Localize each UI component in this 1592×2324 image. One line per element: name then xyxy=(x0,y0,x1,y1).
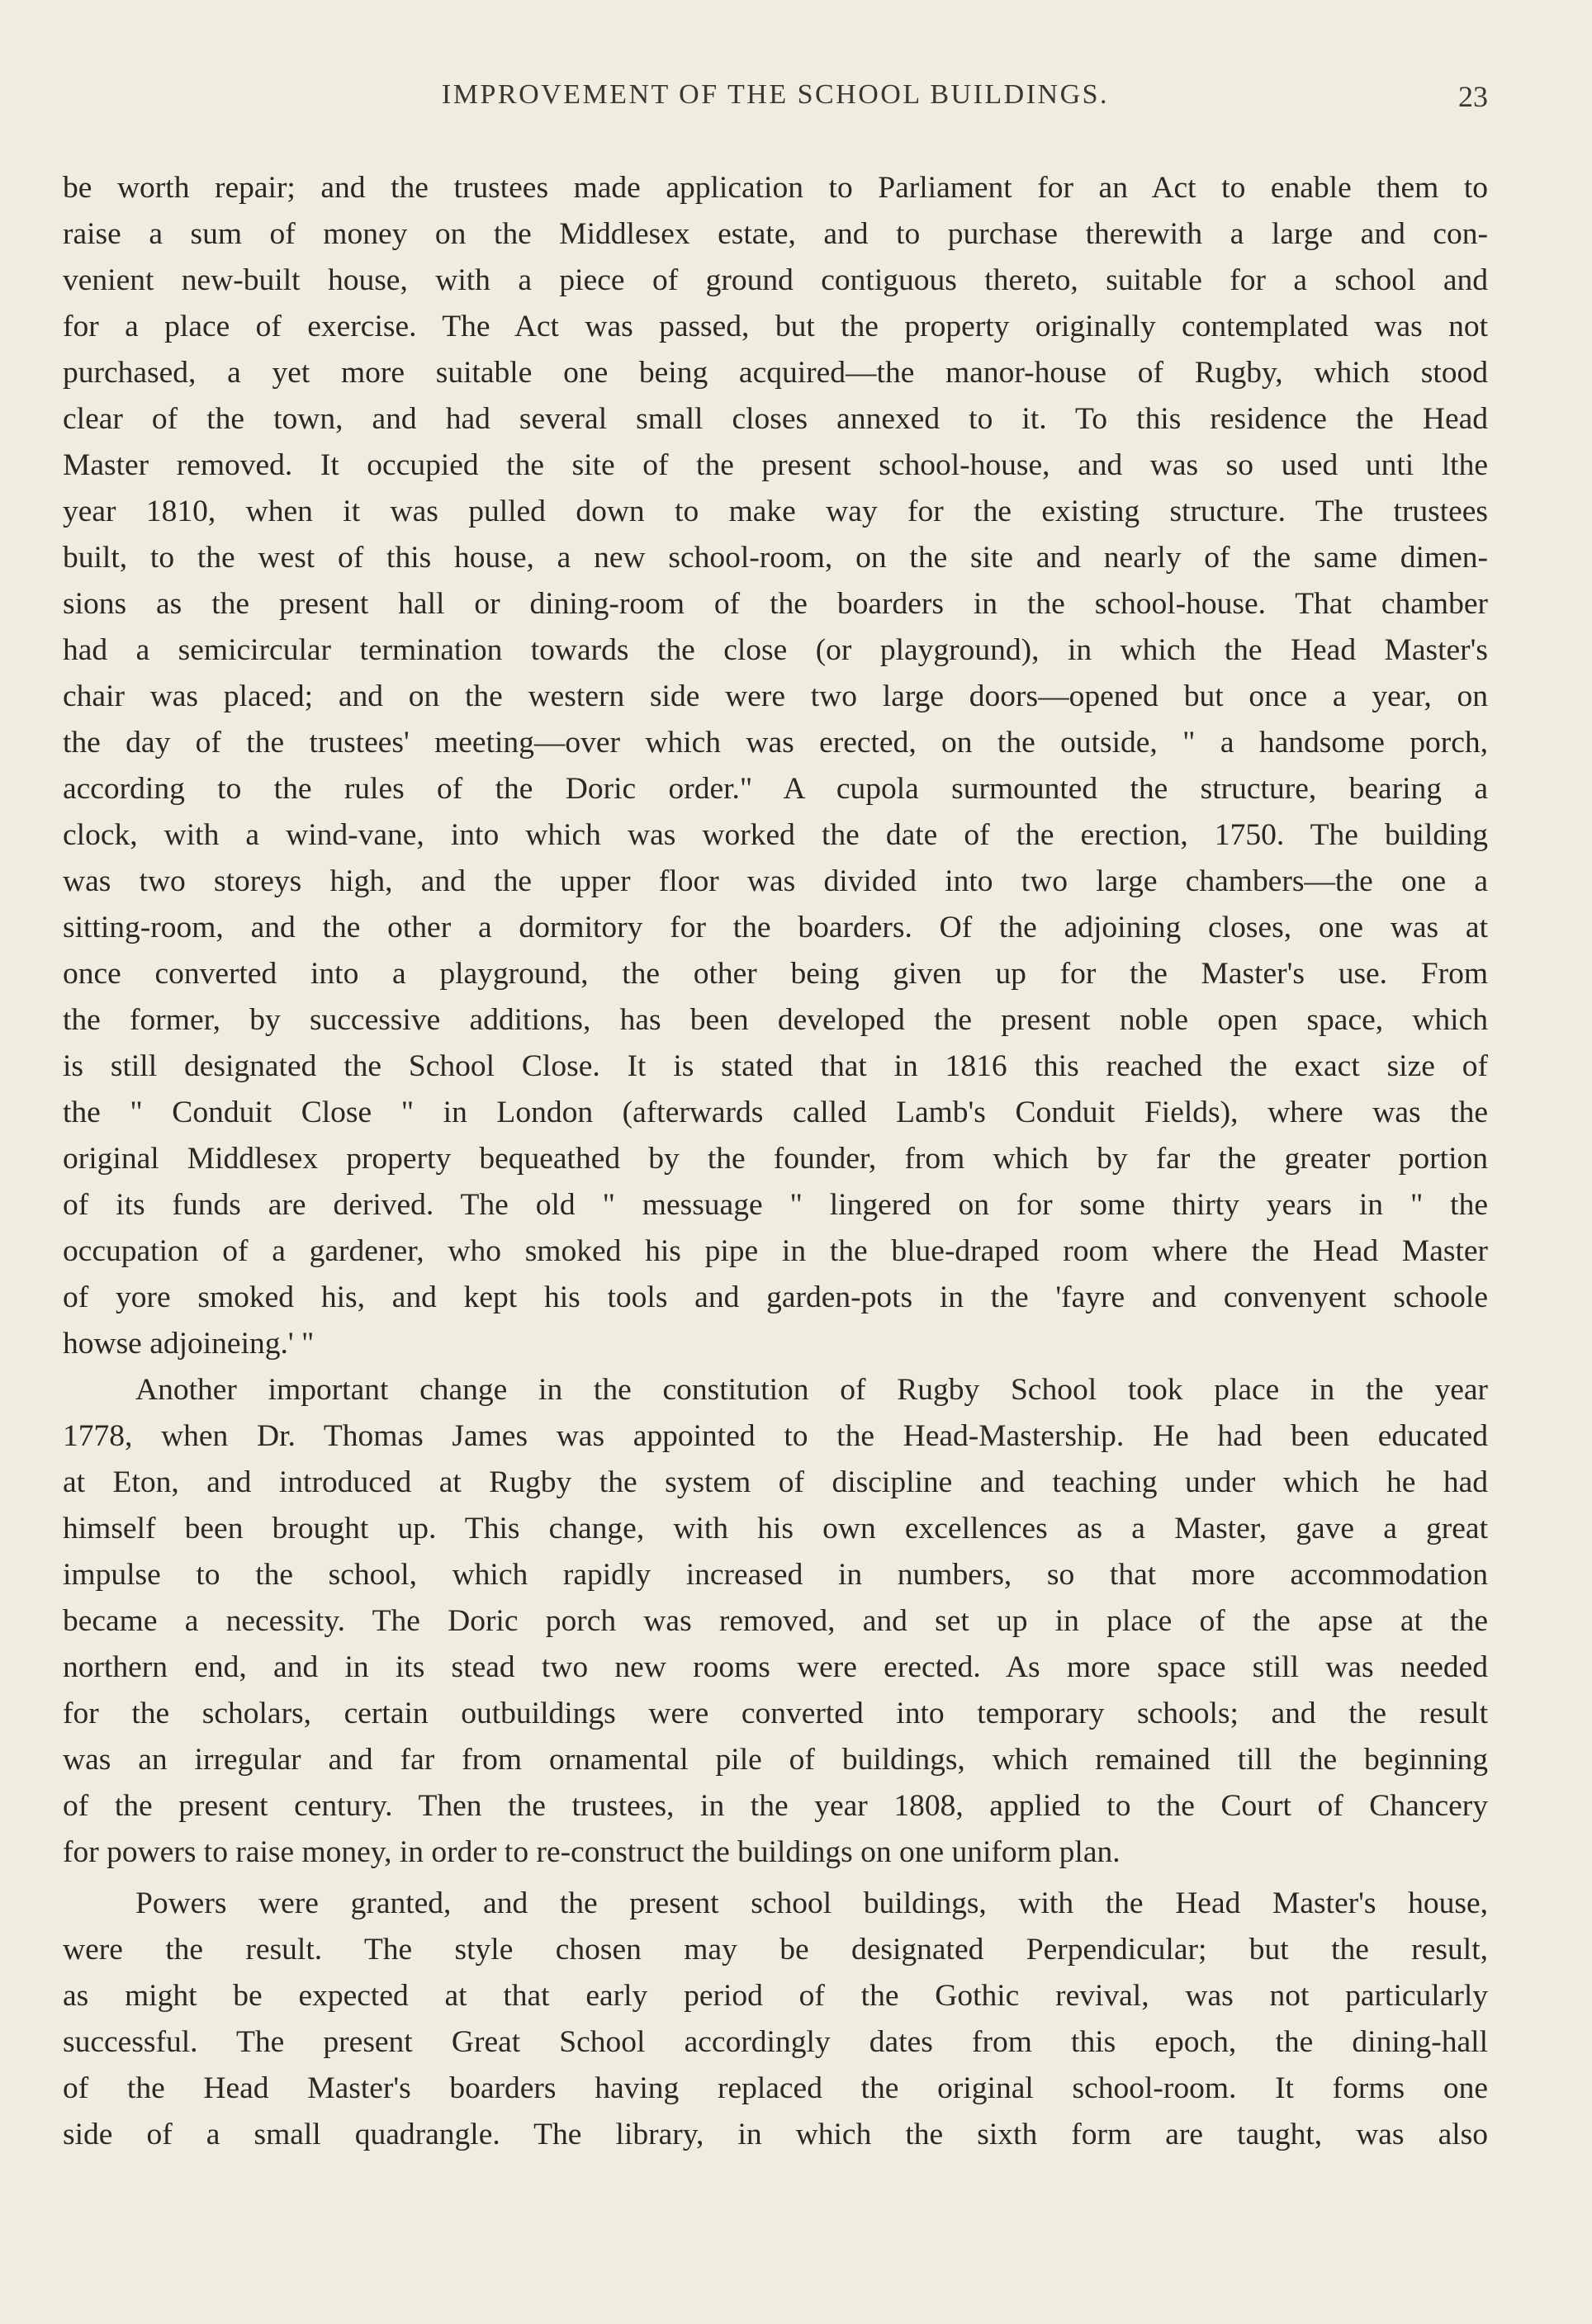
text-line: howse adjoineing.' " xyxy=(63,1327,315,1361)
text-line: sions as the present hall or dining-room of the boarders in the school-house. That chamber xyxy=(63,587,1488,621)
text-line: was an irregular and far from ornamental pile of buildings, which remained till the beginning xyxy=(63,1743,1488,1777)
text-line: of its funds are derived. The old " messuage " lingered on for some thirty years in " the xyxy=(63,1188,1488,1222)
text-line: year 1810, when it was pulled down to make way for the existing structure. The trustees xyxy=(63,495,1488,528)
text-line: for the scholars, certain outbuildings were converted into temporary schools; and the result xyxy=(63,1697,1488,1730)
text-line: Another important change in the constitution of Rugby School took place in the year xyxy=(135,1373,1488,1407)
text-line: were the result. The style chosen may be designated Perpendicular; but the result, xyxy=(63,1933,1488,1967)
text-line: clock, with a wind-vane, into which was worked the date of the erection, 1750. The building xyxy=(63,818,1488,852)
text-line: successful. The present Great School accordingly dates from this epoch, the dining-hall xyxy=(63,2025,1488,2059)
text-line: himself been brought up. This change, with his own excellences as a Master, gave a great xyxy=(63,1512,1488,1545)
text-line: the former, by successive additions, has been developed the present noble open space, which xyxy=(63,1003,1488,1037)
text-line: sitting-room, and the other a dormitory for the boarders. Of the adjoining closes, one was at xyxy=(63,911,1488,944)
text-line: of the present century. Then the trustees, in the year 1808, applied to the Court of Chancery xyxy=(63,1789,1488,1823)
text-line: northern end, and in its stead two new rooms were erected. As more space still was needed xyxy=(63,1650,1488,1684)
text-line: chair was placed; and on the western side were two large doors—opened but once a year, on xyxy=(63,679,1488,713)
body-text xyxy=(63,165,1488,2270)
text-line: purchased, a yet more suitable one being acquired—the manor-house of Rugby, which stood xyxy=(63,356,1488,390)
text-line: of the Head Master's boarders having replaced the original school-room. It forms one xyxy=(63,2071,1488,2105)
text-line: at Eton, and introduced at Rugby the system of discipline and teaching under which he had xyxy=(63,1465,1488,1499)
text-line: was two storeys high, and the upper floor was divided into two large chambers—the one a xyxy=(63,864,1488,898)
text-line: for powers to raise money, in order to re-construct the buildings on one uniform plan. xyxy=(63,1835,1121,1869)
text-line: original Middlesex property bequeathed by the founder, from which by far the greater portion xyxy=(63,1142,1488,1176)
text-line: built, to the west of this house, a new school-room, on the site and nearly of the same dimen- xyxy=(63,541,1488,575)
text-line: the day of the trustees' meeting—over which was erected, on the outside, " a handsome porch, xyxy=(63,726,1488,760)
text-line: once converted into a playground, the other being given up for the Master's use. From xyxy=(63,957,1488,991)
text-line: side of a small quadrangle. The library, in which the sixth form are taught, was also xyxy=(63,2118,1488,2151)
text-line: impulse to the school, which rapidly increased in numbers, so that more accommodation xyxy=(63,1558,1488,1592)
running-title: IMPROVEMENT OF THE SCHOOL BUILDINGS. xyxy=(441,79,1110,110)
text-line: raise a sum of money on the Middlesex estate, and to purchase therewith a large and con- xyxy=(63,217,1488,251)
text-line: the " Conduit Close " in London (afterwards called Lamb's Conduit Fields), where was the xyxy=(63,1096,1488,1129)
text-line: be worth repair; and the trustees made application to Parliament for an Act to enable them to xyxy=(63,171,1488,205)
text-line: Master removed. It occupied the site of the present school-house, and was so used unti lthe xyxy=(63,448,1488,482)
text-line: for a place of exercise. The Act was passed, but the property originally contemplated was not xyxy=(63,310,1488,343)
text-line: as might be expected at that early period of the Gothic revival, was not particularly xyxy=(63,1979,1488,2013)
text-line: clear of the town, and had several small closes annexed to it. To this residence the Head xyxy=(63,402,1488,436)
text-line: had a semicircular termination towards the close (or playground), in which the Head Master's xyxy=(63,633,1488,667)
page-number: 23 xyxy=(1458,80,1488,113)
text-line: of yore smoked his, and kept his tools and garden-pots in the 'fayre and convenyent schoole xyxy=(63,1280,1488,1314)
text-line: according to the rules of the Doric order." A cupola surmounted the structure, bearing a xyxy=(63,772,1488,806)
text-line: 1778, when Dr. Thomas James was appointed to the Head-Mastership. He had been educated xyxy=(63,1419,1488,1453)
text-line: Powers were granted, and the present school buildings, with the Head Master's house, xyxy=(135,1886,1488,1920)
text-line: is still designated the School Close. It is stated that in 1816 this reached the exact size of xyxy=(63,1049,1488,1083)
running-head xyxy=(63,79,1488,116)
text-line: occupation of a gardener, who smoked his pipe in the blue-draped room where the Head Master xyxy=(63,1234,1488,1268)
text-line: became a necessity. The Doric porch was removed, and set up in place of the apse at the xyxy=(63,1604,1488,1638)
text-line: venient new-built house, with a piece of ground contiguous thereto, suitable for a school and xyxy=(63,263,1488,297)
